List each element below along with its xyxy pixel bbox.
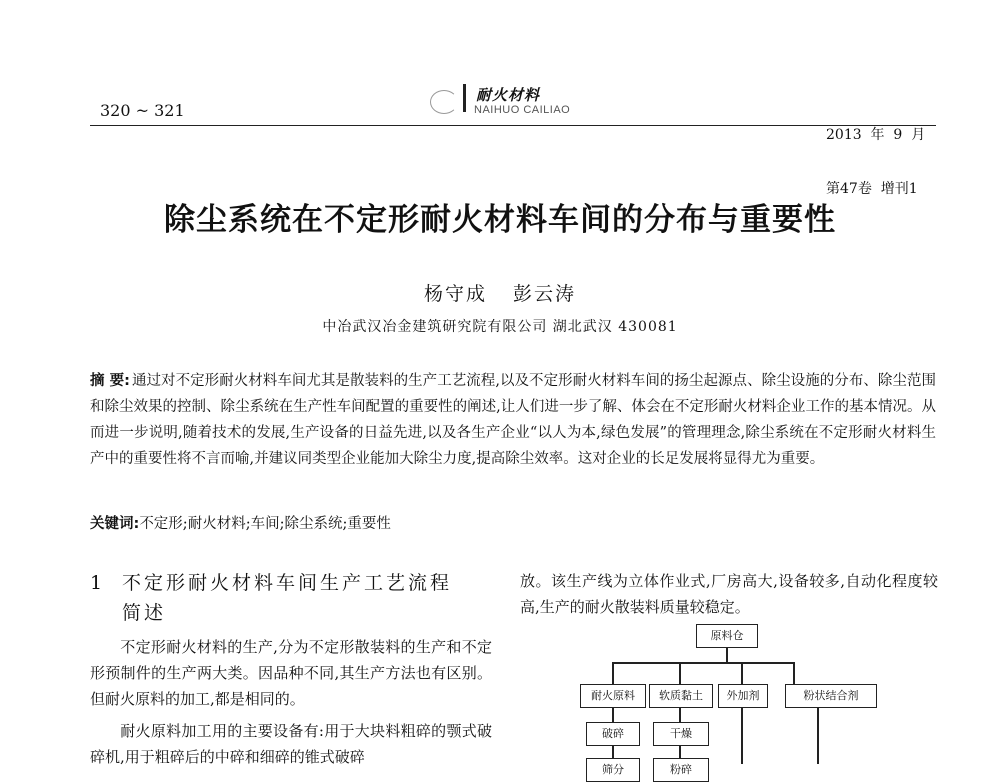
right-column-paragraph: 放。该生产线为立体作业式,厂房高大,设备较多,自动化程度较高,生产的耐火散装料质量较稳定。 (520, 572, 938, 616)
flow-box: 筛分 (586, 758, 640, 782)
flow-connector (741, 708, 743, 764)
body-paragraph (90, 634, 492, 712)
flow-box: 耐火原料 (580, 684, 646, 708)
flow-connector (679, 746, 681, 758)
section-number: 1 (90, 572, 106, 594)
flow-connector (679, 662, 681, 684)
flow-connector (741, 662, 743, 684)
author-name: 杨守成 (423, 283, 487, 305)
process-flowchart (520, 622, 938, 776)
flow-box: 外加剂 (718, 684, 768, 708)
section-title-line2: 简述 (122, 602, 167, 624)
flow-box: 软质黏土 (649, 684, 713, 708)
flow-connector (612, 708, 614, 722)
paragraph-text: 不定形耐火材料的生产,分为不定形散装料的生产和不定形预制件的生产两大类。因品种不同,其生产方法也有区别。但耐火原料的加工,都是相同的。 (90, 638, 492, 708)
affiliation: 中冶武汉冶金建筑研究院有限公司 湖北武汉 430081 (322, 319, 678, 335)
flow-box: 干燥 (653, 722, 709, 746)
logo-bar-icon (463, 84, 466, 112)
paragraph-text: 耐火原料加工用的主要设备有:用于大块料粗碎的颚式破碎机,用于粗碎后的中碎和细碎的锥式破碎 (90, 722, 492, 766)
flow-connector (612, 746, 614, 758)
paper-title: 除尘系统在不定形耐火材料车间的分布与重要性 (164, 202, 836, 238)
body-paragraph (90, 718, 492, 770)
flow-connector (679, 708, 681, 722)
abstract (90, 368, 936, 472)
header-rule (90, 125, 936, 126)
keywords-text: 不定形;耐火材料;车间;除尘系统;重要性 (139, 516, 391, 532)
section-title-line1: 不定形耐火材料车间生产工艺流程 (122, 572, 453, 594)
flow-connector (726, 648, 728, 662)
section-heading (90, 568, 492, 628)
flow-box: 破碎 (586, 722, 640, 746)
page-range: 320 ~ 321 (100, 101, 185, 120)
journal-name-en: NAIHUO CAILIAO (474, 104, 571, 116)
author-name: 彭云涛 (513, 283, 577, 305)
logo-arc-icon (430, 90, 458, 114)
flow-box: 粉碎 (653, 758, 709, 782)
flow-box: 粉状结合剂 (785, 684, 877, 708)
issue-date: 2013 年 9 月 (826, 127, 926, 143)
journal-logo (430, 84, 590, 118)
author-list (0, 279, 1000, 306)
flow-connector (612, 662, 794, 664)
abstract-label: 摘 要: (90, 373, 130, 389)
abstract-text: 通过对不定形耐火材料车间尤其是散装料的生产工艺流程,以及不定形耐火材料车间的扬尘起源点、除尘设施的分布、除尘范围和除尘效果的控制、除尘系统在生产性车间配置的重要性的阐述,让人们进一步了解、体会在不定形耐火材料企业工作的基本情况。从而进一步说明,随着技术的发展,生产设备的日益先进,以及各生产企业“以人为本,绿色发展”的管理理念,除尘系统在不定形耐火材料生产中的重要性将不言而喻,并建议同类型企业能加大除尘力度,提高除尘效率。这对企业的长足发展将显得尤为重要。 (90, 373, 936, 467)
flow-connector (817, 708, 819, 764)
flow-connector (612, 662, 614, 684)
issue-volume: 第47卷 增刊1 (826, 181, 918, 197)
keywords (90, 512, 936, 533)
flow-box-top: 原料仓 (696, 624, 758, 648)
keywords-label: 关键词: (90, 516, 140, 532)
flow-connector (793, 662, 795, 684)
journal-name-cn: 耐火材料 (476, 86, 541, 104)
